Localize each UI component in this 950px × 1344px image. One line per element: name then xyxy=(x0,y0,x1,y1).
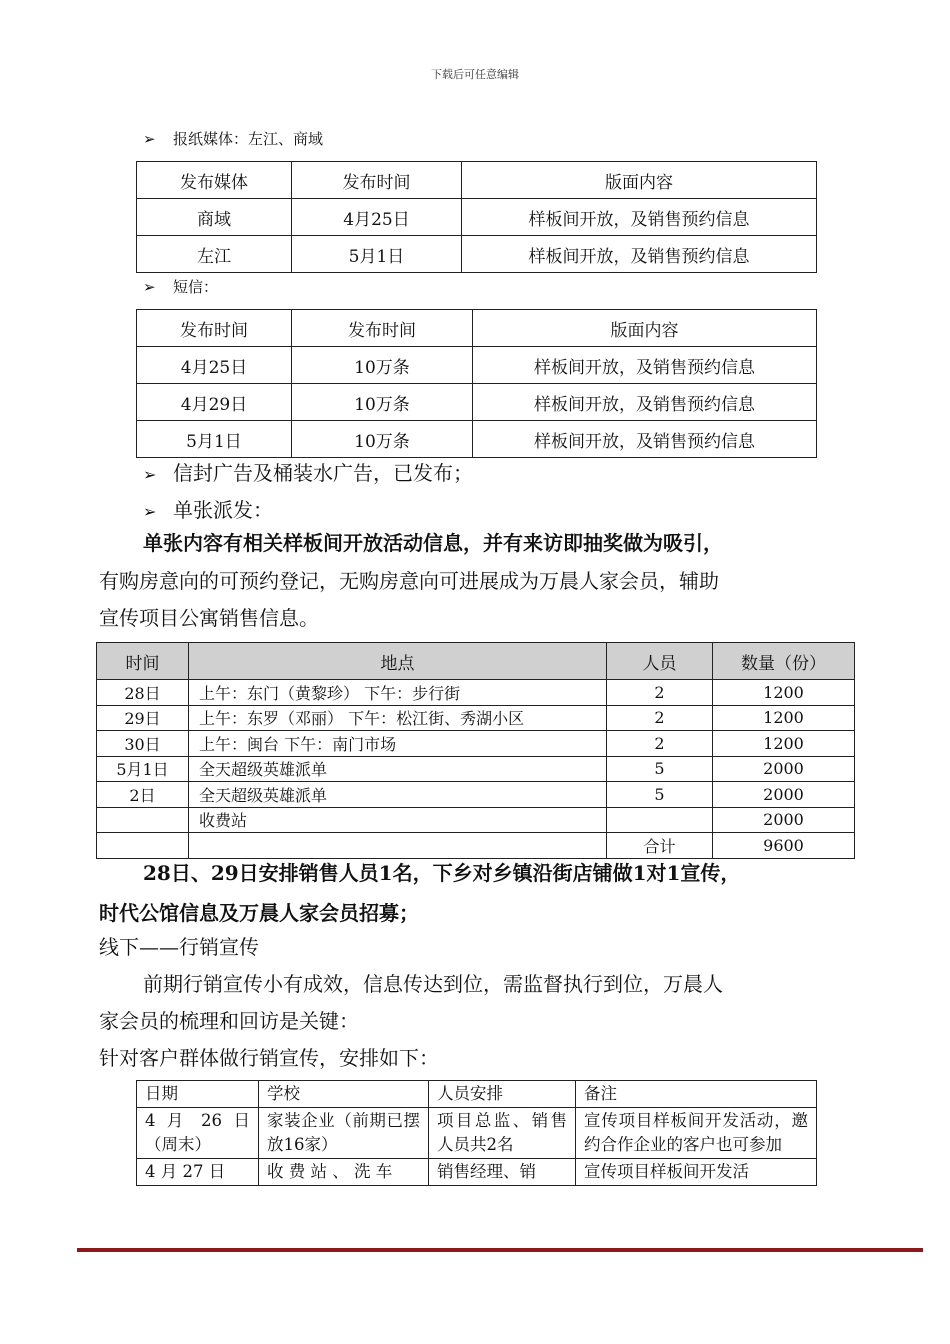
table-cell: 2 xyxy=(607,731,713,757)
table-cell: 29日 xyxy=(97,705,189,731)
table-cell: 样板间开放，及销售预约信息 xyxy=(462,236,817,273)
paragraph-schedule-intro: 针对客户群体做行销宣传，安排如下： xyxy=(99,1046,439,1070)
paragraph-offline-line2: 家会员的梳理和回访是关键： xyxy=(99,1009,359,1033)
table-cell: 5 xyxy=(607,756,713,782)
table-row xyxy=(137,199,817,236)
table-cell: 2 xyxy=(607,705,713,731)
table-cell: 5月1日 xyxy=(137,421,292,458)
header-cell: 发布时间 xyxy=(292,162,462,199)
bullet-flyer xyxy=(143,494,273,523)
table-cell: 5月1日 xyxy=(97,756,189,782)
table-row xyxy=(137,1159,817,1186)
arrow-bullet-icon: ➢ xyxy=(143,130,156,148)
header-cell: 日期 xyxy=(137,1081,259,1108)
table-row xyxy=(97,705,855,731)
paragraph-flyer-line3: 宣传项目公寓销售信息。 xyxy=(99,606,319,630)
header-cell: 发布媒体 xyxy=(137,162,292,199)
table-cell: 全天超级英雄派单 xyxy=(189,756,607,782)
bullet-sms-text: 短信： xyxy=(173,278,219,296)
table-cell: 2000 xyxy=(713,782,855,808)
table-cell: 全天超级英雄派单 xyxy=(189,782,607,808)
paragraph-rural-bold-line2: 时代公馆信息及万晨人家会员招募； xyxy=(99,901,419,925)
header-cell: 人员 xyxy=(607,643,713,680)
table-cell: 4月25日 xyxy=(137,347,292,384)
paragraph-rural-bold-line1: 28日、29日安排销售人员1名，下乡对乡镇沿街店铺做1对1宣传， xyxy=(143,861,741,885)
header-cell: 发布时间 xyxy=(137,310,292,347)
table-cell: 4 月 26 日（周末） xyxy=(137,1108,259,1159)
table-cell: 样板间开放，及销售预约信息 xyxy=(473,347,817,384)
table-cell: 1200 xyxy=(713,731,855,757)
table-cell: 30日 xyxy=(97,731,189,757)
bullet-envelope-ad-text: 信封广告及桶装水广告，已发布； xyxy=(173,461,473,485)
sms-table xyxy=(136,309,817,458)
table-cell: 项目总监、销售人员共2名 xyxy=(429,1108,576,1159)
total-label: 合计 xyxy=(607,833,713,859)
table-cell: 上午：东罗（邓丽） 下午：松江街、秀湖小区 xyxy=(189,705,607,731)
arrow-bullet-icon: ➢ xyxy=(143,502,157,521)
bullet-flyer-text: 单张派发： xyxy=(173,498,273,522)
bullet-sms xyxy=(143,276,218,297)
newspaper-table xyxy=(136,161,817,273)
schedule-table xyxy=(136,1080,817,1186)
footer-divider xyxy=(77,1248,923,1252)
table-cell: 1200 xyxy=(713,705,855,731)
bullet-newspaper xyxy=(143,128,323,149)
section-heading-offline: 线下——行销宣传 xyxy=(99,935,259,959)
table-cell: 收 费 站 、 洗 车 xyxy=(259,1159,429,1186)
table-cell: 2000 xyxy=(713,807,855,833)
header-cell: 时间 xyxy=(97,643,189,680)
table-header-row xyxy=(137,310,817,347)
table-cell: 5 xyxy=(607,782,713,808)
header-cell: 数量（份） xyxy=(713,643,855,680)
table-row xyxy=(137,1108,817,1159)
table-cell: 10万条 xyxy=(292,384,473,421)
table-cell: 28日 xyxy=(97,680,189,706)
table-cell: 上午：闽台 下午：南门市场 xyxy=(189,731,607,757)
header-cell: 发布时间 xyxy=(292,310,473,347)
table-cell: 2 xyxy=(607,680,713,706)
table-cell: 商域 xyxy=(137,199,292,236)
table-header-row xyxy=(97,643,855,680)
header-cell: 备注 xyxy=(576,1081,817,1108)
table-header-row xyxy=(137,162,817,199)
table-row xyxy=(97,756,855,782)
table-cell: 5月1日 xyxy=(292,236,462,273)
table-row xyxy=(97,731,855,757)
arrow-bullet-icon: ➢ xyxy=(143,278,156,296)
arrow-bullet-icon: ➢ xyxy=(143,465,157,484)
table-cell: 4月25日 xyxy=(292,199,462,236)
table-cell: 家装企业（前期已摆放16家） xyxy=(259,1108,429,1159)
table-cell: 1200 xyxy=(713,680,855,706)
table-cell: 宣传项目样板间开发活 xyxy=(576,1159,817,1186)
header-cell: 学校 xyxy=(259,1081,429,1108)
bullet-newspaper-text: 报纸媒体：左江、商域 xyxy=(173,130,324,148)
table-row xyxy=(97,807,855,833)
paragraph-offline-line1: 前期行销宣传小有成效，信息传达到位，需监督执行到位，万晨人 xyxy=(143,972,723,996)
table-cell: 宣传项目样板间开发活动，邀约合作企业的客户也可参加 xyxy=(576,1108,817,1159)
table-cell xyxy=(97,807,189,833)
table-cell: 样板间开放，及销售预约信息 xyxy=(462,199,817,236)
paragraph-flyer-bold: 单张内容有相关样板间开放活动信息，并有来访即抽奖做为吸引， xyxy=(143,531,723,555)
table-row xyxy=(97,782,855,808)
header-cell: 地点 xyxy=(189,643,607,680)
page-header: 下载后可任意编辑 xyxy=(431,68,519,81)
total-value: 9600 xyxy=(713,833,855,859)
flyer-distribution-table xyxy=(96,642,855,859)
bullet-envelope-ad xyxy=(143,457,473,486)
table-header-row xyxy=(137,1081,817,1108)
table-cell: 4 月 27 日 xyxy=(137,1159,259,1186)
table-cell: 10万条 xyxy=(292,347,473,384)
header-cell: 版面内容 xyxy=(473,310,817,347)
table-row xyxy=(137,236,817,273)
table-cell: 10万条 xyxy=(292,421,473,458)
table-cell: 销售经理、销 xyxy=(429,1159,576,1186)
table-row xyxy=(97,680,855,706)
paragraph-flyer-line2: 有购房意向的可预约登记，无购房意向可进展成为万晨人家会员，辅助 xyxy=(99,569,719,593)
header-cell: 人员安排 xyxy=(429,1081,576,1108)
table-cell: 左江 xyxy=(137,236,292,273)
table-cell: 上午：东门（黄黎珍） 下午：步行街 xyxy=(189,680,607,706)
table-cell: 4月29日 xyxy=(137,384,292,421)
table-row xyxy=(137,421,817,458)
table-cell xyxy=(607,807,713,833)
table-row xyxy=(137,347,817,384)
table-cell: 2日 xyxy=(97,782,189,808)
table-cell: 样板间开放，及销售预约信息 xyxy=(473,421,817,458)
table-row xyxy=(137,384,817,421)
table-cell: 样板间开放，及销售预约信息 xyxy=(473,384,817,421)
table-cell: 收费站 xyxy=(189,807,607,833)
header-cell: 版面内容 xyxy=(462,162,817,199)
table-cell: 2000 xyxy=(713,756,855,782)
